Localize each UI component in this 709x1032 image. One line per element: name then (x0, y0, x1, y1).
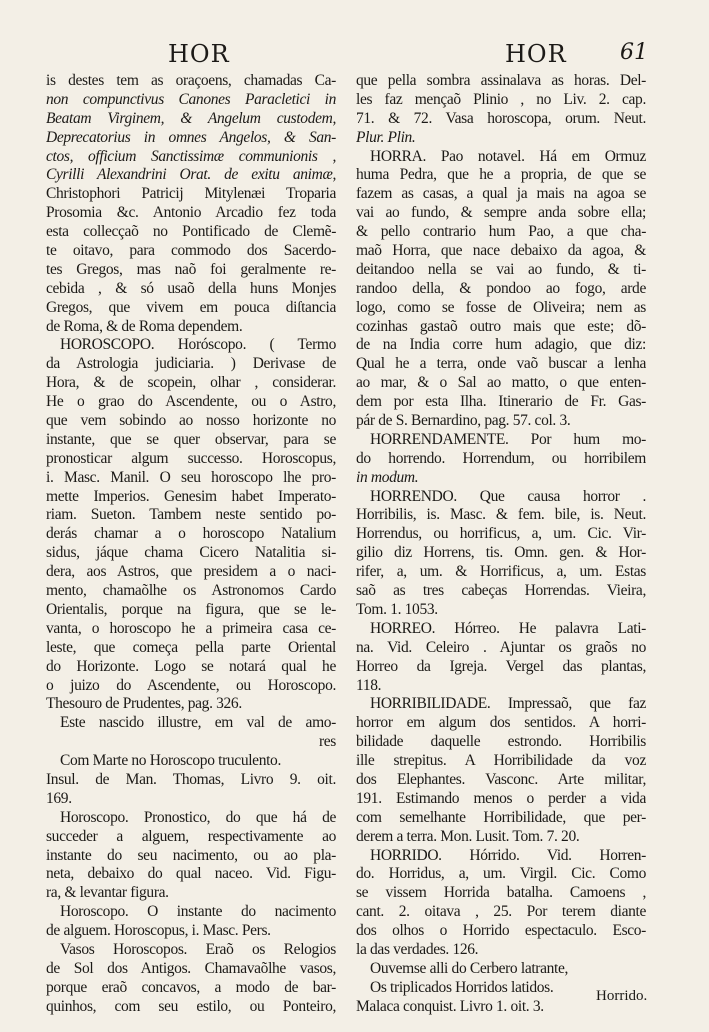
text-line: fazem as casas, a qual ja mais na agoa se (356, 185, 646, 203)
text-line: porque eraõ concavos, a modo de bar- (46, 978, 336, 996)
text-line: huma Pedra, que he a propria, de que se (356, 166, 646, 184)
text-line: Christophori Patricij Mitylenæi Troparia (46, 185, 336, 203)
text-line: maõ Horra, que nace debaixo da agoa, & (356, 242, 646, 260)
text-line: do horrendo. Horrendum, ou horribilem (356, 449, 646, 467)
text-line: Horreo da Igreja. Vergel das plantas, (356, 657, 646, 675)
text-line: que pella sombra assinalava as horas. Del- (356, 72, 646, 89)
entry-heading-line: Horoscopo. O instante do nacimento (60, 903, 336, 921)
text-line: quinhos, com seu estilo, ou Ponteiro, (46, 997, 336, 1015)
entry-heading-line: HORRENDO. Que causa horror . (370, 487, 646, 505)
text-line: riam. Sueton. Tambem neste sentido po- (46, 506, 336, 524)
text-line: do. Horridus, a, um. Virgil. Cic. Como (356, 865, 646, 883)
text-line: Hora, & de scopein, olhar , considerar. (46, 374, 336, 392)
text-line: in modum. (356, 468, 419, 486)
text-line: i. Masc. Manil. O seu horoscopo lhe pro- (46, 468, 336, 486)
text-line: ctos, officium Sanctissimæ communionis , (46, 147, 336, 165)
entry-heading-line: HOROSCOPO. Horóscopo. ( Termo (60, 336, 336, 354)
text-line: rifer, a, um. & Horrificus, a, um. Estas (356, 563, 646, 581)
text-line: & pello contrario hum Pao, a que cha- (356, 223, 646, 241)
text-line: is destes tem as oraçoens, chamadas Ca- (46, 72, 336, 89)
verse-line: res (318, 733, 336, 751)
text-line: randoo della, & pondoo ao fogo, arde (356, 279, 646, 297)
text-line: se vissem Horrida batalha. Camoens , (356, 884, 646, 902)
text-line: Insul. de Man. Thomas, Livro 9. oit. (46, 770, 336, 788)
entry-heading-line: HORRIBILIDADE. Impressaõ, que faz (370, 695, 646, 713)
text-line: neta, debaixo do qual naceo. Vid. Figu- (46, 865, 336, 883)
text-line: do Horizonte. Logo se notará qual he (46, 657, 336, 675)
text-line: que vem sobindo ao nosso horizonte no (46, 412, 336, 430)
text-line: Plur. Plin. (356, 128, 416, 146)
text-line: dera, aos Astros, que presidem a o naci- (46, 563, 336, 581)
text-line: dos Elephantes. Vasconc. Arte militar, (356, 770, 646, 788)
text-line: succeder a alguem, respectivamente ao (46, 827, 336, 845)
verse-line: Com Marte no Horoscopo truculento. (60, 752, 281, 770)
entry-heading-line: HORRIDO. Hórrido. Vid. Horren- (370, 846, 646, 864)
text-line: deitandoo nella se vai ao fundo, & ti- (356, 260, 646, 278)
text-line: dem por esta Ilha. Itinerario de Fr. Gas- (356, 393, 646, 411)
text-line: 118. (356, 676, 382, 694)
text-line: da Astrologia judiciaria. ) Derivase de (46, 355, 336, 373)
text-line: cozinhas gastaõ outro mais que este; dõ- (356, 317, 646, 335)
text-line: gilio diz Horrens, tis. Omn. gen. & Hor- (356, 544, 646, 562)
text-line: instante do seu nacimento, ou ao pla- (46, 846, 336, 864)
text-line: logo, como se fosse de Oliveira; nem as (356, 298, 646, 316)
text-line: Prosomia &c. Antonio Arcadio fez toda (46, 204, 336, 222)
verse-line: Ouvemse alli do Cerbero latrante, (370, 959, 569, 977)
text-line: ra, & levantar figura. (46, 884, 169, 902)
text-line: Horribilis, is. Masc. & fem. bile, is. Neut. (356, 506, 646, 524)
verse-line: Este nascido illustre, em val de amo- (60, 714, 336, 732)
text-line: les faz mençaõ Plinio , no Liv. 2. cap. (356, 90, 646, 108)
entry-heading-line: Vasos Horoscopos. Eraõ os Relogios (60, 940, 336, 958)
text-line: de Sol dos Antigos. Chamavaõlhe vasos, (46, 959, 336, 977)
text-line: sidus, jáque chama Cicero Natalitia si- (46, 544, 336, 562)
text-line: dos olhos o Horrido espectaculo. Esco- (356, 922, 646, 940)
text-line: Gregos, que vivem em pouca diſtancia (46, 298, 336, 316)
text-line: Cyrilli Alexandrini Orat. de exitu animæ, (46, 166, 336, 184)
text-line: de Roma, & de Roma dependem. (46, 317, 243, 335)
text-line: de na India corre hum adagio, que diz: (356, 336, 646, 354)
entry-heading-line: Horoscopo. Pronostico, do que há de (60, 808, 336, 826)
text-line: mento, chamaõlhe os Astronomos Cardo (46, 582, 336, 600)
entry-heading-line: HORRENDAMENTE. Por hum mo- (370, 430, 646, 448)
text-line: 71. & 72. Vasa horoscopa, orum. Neut. (356, 109, 646, 127)
text-line: vai ao fundo, & sempre anda sobre ella; (356, 204, 646, 222)
text-line: instante, que se quer observar, para se (46, 430, 336, 448)
text-line: te oitavo, para commodo dos Sacerdo- (46, 242, 336, 260)
text-line: pár de S. Bernardino, pag. 57. col. 3. (356, 412, 571, 430)
entry-heading-line: HORRA. Pao notavel. Há em Ormuz (370, 147, 646, 165)
text-line: ao mar, & o Sal ao matto, o que enten- (356, 374, 646, 392)
text-line: com semelhante Horribilidade, que per- (356, 808, 646, 826)
text-line: leste, que começa pella parte Oriental (46, 638, 336, 656)
right-column (356, 72, 646, 1017)
text-line: tes Gregos, mas naõ foi geralmente re- (46, 260, 336, 278)
text-line: de alguem. Horoscopus, i. Masc. Pers. (46, 922, 271, 940)
text-line: saõ as tres cabeças Horrendas. Vieira, (356, 582, 646, 600)
text-line: cant. 2. oitava , 25. Por terem diante (356, 903, 646, 921)
text-line: o juizo do Ascendente, ou Horoscopo. (46, 676, 336, 694)
left-column (46, 72, 336, 1017)
text-line: mette Imperios. Genesim habet Imperato- (46, 487, 336, 505)
text-line: Deprecatorius in omnes Angelos, & San- (46, 128, 336, 146)
text-line: pronosticar algum successo. Horoscopus, (46, 449, 336, 467)
text-line: horror em algum dos sentidos. A horri- (356, 714, 646, 732)
text-line: Tom. 1. 1053. (356, 600, 438, 618)
page-number: 61 (620, 40, 648, 65)
text-line: Beatam Virginem, & Angelum custodem, (46, 109, 336, 127)
catchword: Horrido. (596, 988, 648, 1004)
text-line: bilidade daquelle estrondo. Horribilis (356, 733, 646, 751)
text-line: esta collecçaõ no Pontificado de Clemẽ- (46, 223, 336, 241)
text-line: Malaca conquist. Livro 1. oit. 3. (356, 997, 544, 1015)
text-line: Orientalis, porque na figura, que se le- (46, 600, 336, 618)
verse-line: Os triplicados Horridos latidos. (370, 978, 554, 996)
text-line: vanta, o horoscopo he a primeira casa ce- (46, 619, 336, 637)
text-line: ille strepitus. A Horribilidade da voz (356, 752, 646, 770)
text-line: Horrendus, ou horrificus, a, um. Cic. Vir- (356, 525, 646, 543)
text-line: la das verdades. 126. (356, 940, 479, 958)
running-head-left: HOR (168, 40, 230, 68)
text-line: Qual he a terra, onde vaõ buscar a lenha (356, 355, 646, 373)
text-line: He o grao do Ascendente, ou o Astro, (46, 393, 336, 411)
text-line: non compunctivus Canones Paracletici in (46, 90, 336, 108)
text-line: Thesouro de Prudentes, pag. 326. (46, 695, 242, 713)
text-line: derem a terra. Mon. Lusit. Tom. 7. 20. (356, 827, 580, 845)
text-line: na. Vid. Celeiro . Ajuntar os graõs no (356, 638, 646, 656)
text-line: cebida , & só usaõ della huns Monjes (46, 279, 336, 297)
text-line: 191. Estimando menos o perder a vida (356, 789, 646, 807)
text-line: 169. (46, 789, 72, 807)
running-head-right: HOR (505, 40, 567, 68)
entry-heading-line: HORREO. Hórreo. He palavra Lati- (370, 619, 646, 637)
text-line: derás chamar a o horoscopo Natalium (46, 525, 336, 543)
